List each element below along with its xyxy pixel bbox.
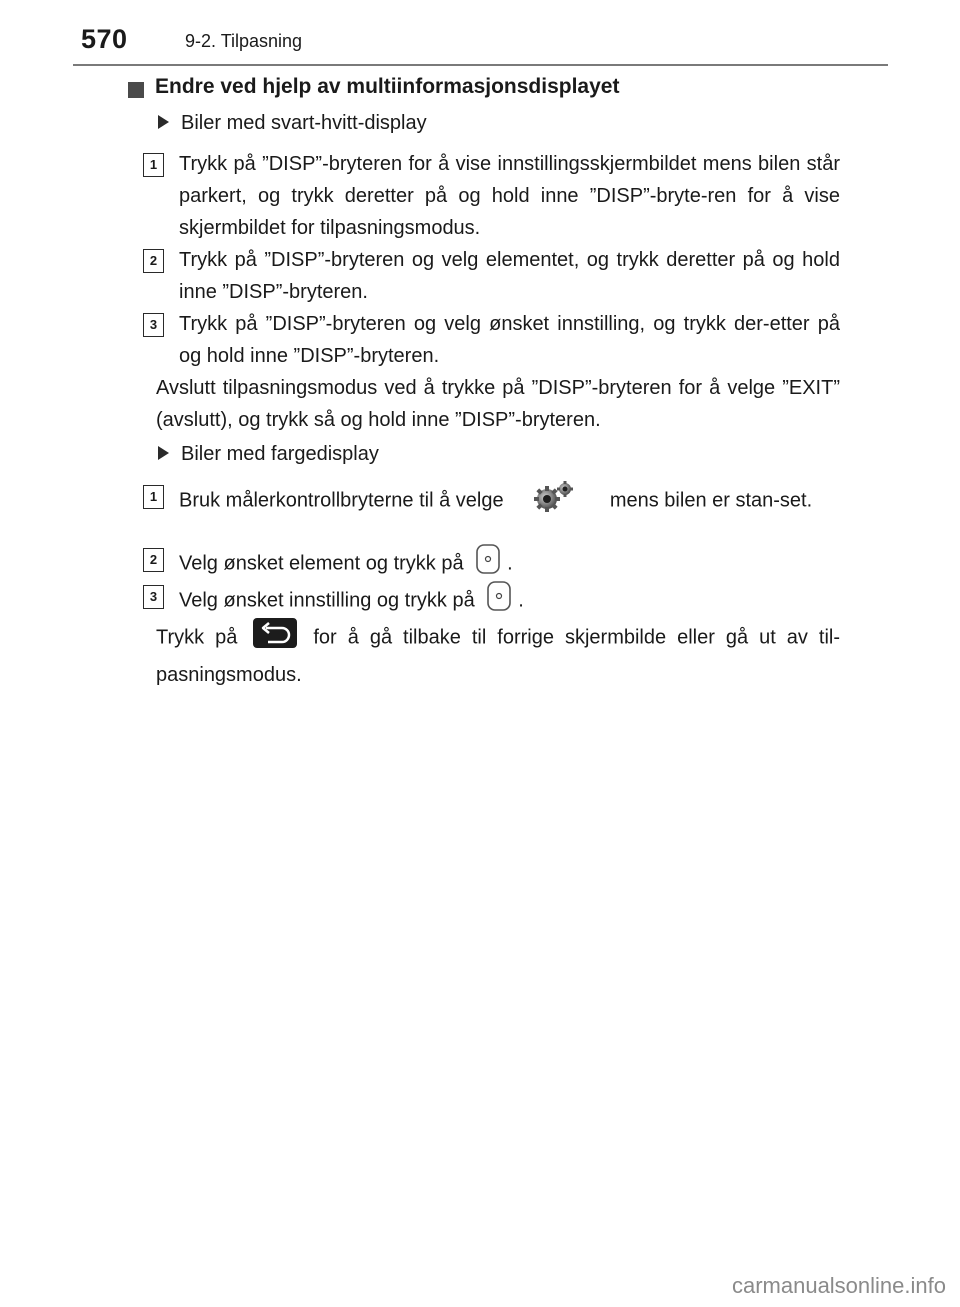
section-heading: Endre ved hjelp av multiinformasjonsdisplayet <box>155 75 620 98</box>
chapter-title: 9-2. Tilpasning <box>185 31 303 51</box>
page-header <box>0 0 960 64</box>
step-number-badge: 3 <box>143 313 164 337</box>
step-number-badge: 3 <box>143 585 164 609</box>
step-number-badge: 2 <box>143 249 164 273</box>
footer-watermark[interactable]: carmanualsonline.info <box>731 1273 946 1298</box>
triangle-bullet-icon <box>158 446 169 460</box>
step-number-badge: 2 <box>143 548 164 572</box>
gears-icon <box>527 480 583 522</box>
color-step-1 <box>179 480 840 522</box>
bw-step-2: Trykk på ”DISP”-bryteren og velg elementet, og trykk deretter på og hold inne ”DISP”-bryteren. <box>179 249 840 303</box>
back-note-before: Trykk på <box>156 626 238 649</box>
color-step-1-after: mens bilen er stan-set. <box>609 489 813 512</box>
subheading-color <box>158 443 379 466</box>
subheading-bw-text: Biler med svart-hvitt-display <box>181 112 427 134</box>
section-bullet-icon <box>128 82 144 98</box>
page-number: 570 <box>81 24 128 54</box>
back-button-icon <box>252 617 298 659</box>
back-note-after: for å gå tilbake til forrige skjermbilde eller gå ut av til-pasningsmodus. <box>156 626 841 686</box>
color-step-1-before: Bruk målerkontrollbryterne til å velge <box>179 489 504 512</box>
bw-exit-note: Avslutt tilpasningsmodus ved å trykke på ”DISP”-bryteren for å velge ”EXIT” (avslutt), og trykk så og hold inne ”DISP”-bryteren. <box>156 377 840 431</box>
bw-step-3: Trykk på ”DISP”-bryteren og velg ønsket innstilling, og trykk der-etter på og hold inne ”DISP”-bryteren. <box>179 313 840 367</box>
step-number-badge: 1 <box>143 485 164 509</box>
color-step-2 <box>179 543 840 585</box>
triangle-bullet-icon <box>158 115 169 129</box>
color-step-2-after: . <box>507 552 513 575</box>
subheading-bw <box>158 112 427 135</box>
color-step-2-before: Velg ønsket element og trykk på <box>179 552 464 575</box>
step-number-badge: 1 <box>143 153 164 177</box>
enter-button-icon <box>486 580 512 622</box>
bw-step-1: Trykk på ”DISP”-bryteren for å vise innstillingsskjermbildet mens bilen står parkert, og trykk deretter på og hold inne ”DISP”-bryte-ren for å vise skjermbildet for tilpasningsmodus. <box>179 153 840 239</box>
color-step-3-before: Velg ønsket innstilling og trykk på <box>179 589 475 612</box>
color-step-3-after: . <box>518 589 524 612</box>
color-step-3 <box>179 580 840 622</box>
subheading-color-text: Biler med fargedisplay <box>181 443 379 465</box>
header-divider <box>73 64 888 66</box>
back-note <box>156 617 840 691</box>
enter-button-icon <box>475 543 501 585</box>
